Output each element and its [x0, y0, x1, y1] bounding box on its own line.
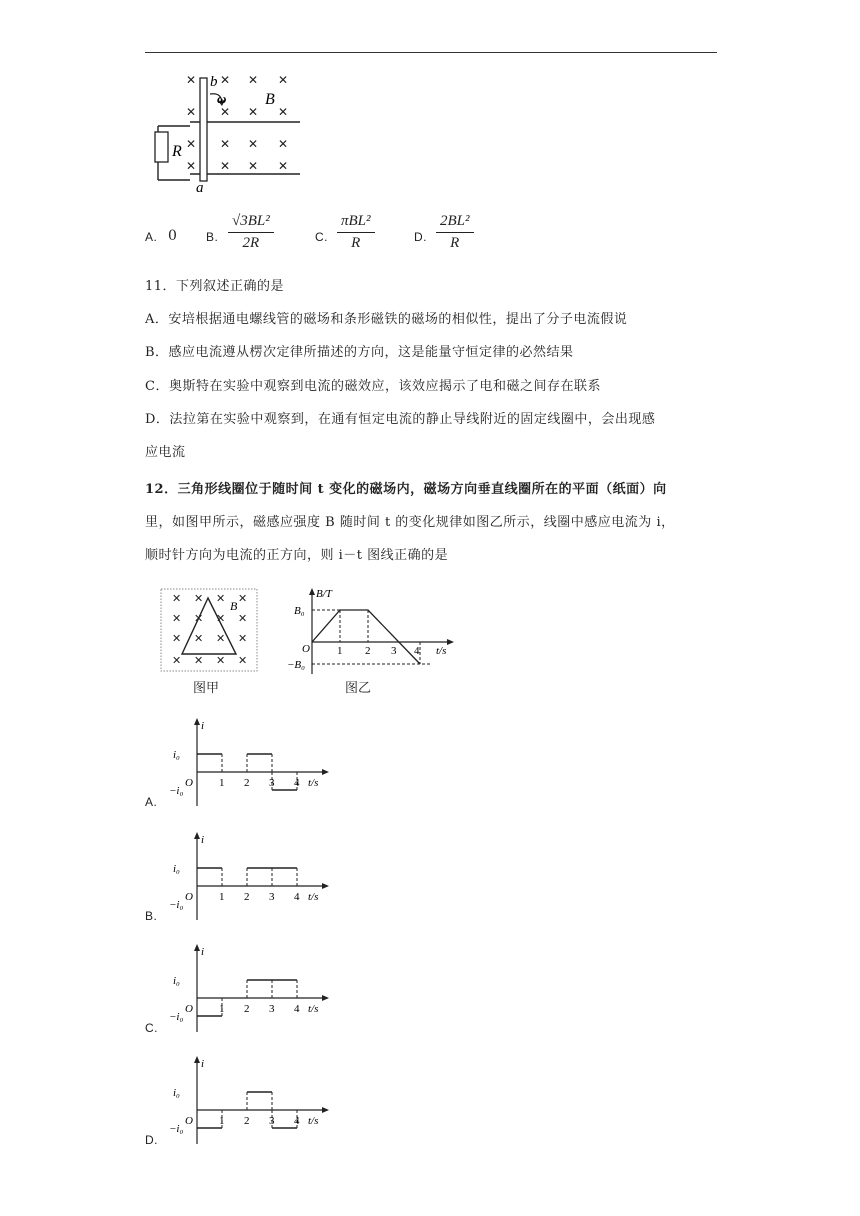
svg-text:✕: ✕: [278, 105, 289, 119]
q11-option-d[interactable]: D．法拉第在实验中观察到，在通有恒定电流的静止导线附近的固定线圈中，会出现感: [145, 412, 656, 427]
label-i0: i₀: [173, 975, 180, 987]
q10-option-b-letter[interactable]: B.: [206, 230, 219, 244]
svg-text:✕: ✕: [186, 137, 197, 151]
answer-graph-a[interactable]: [145, 718, 335, 822]
q10-option-d-letter[interactable]: D.: [414, 230, 427, 244]
origin-label: O: [185, 1115, 193, 1127]
svg-text:✕: ✕: [220, 159, 231, 173]
answer-letter: B.: [145, 909, 158, 923]
answer-graph-c[interactable]: [145, 944, 335, 1048]
label-R: R: [172, 143, 182, 160]
axis-label-i: i: [201, 1058, 205, 1070]
axis-label-i: i: [201, 946, 205, 958]
q10-option-a-value: 0: [168, 228, 178, 244]
q10-option-b-fraction: [228, 213, 274, 252]
svg-text:✕: ✕: [238, 655, 248, 667]
svg-text:✕: ✕: [248, 73, 259, 87]
svg-text:✕: ✕: [220, 73, 231, 87]
figure-yi-caption: 图乙: [345, 681, 372, 696]
q12-stem-line-1: 12．三角形线圈位于随时间 t 变化的磁场内，磁场方向垂直线圈所在的平面（纸面）向: [145, 482, 667, 497]
answer-graph-d[interactable]: [145, 1056, 335, 1160]
answer-letter: D.: [145, 1133, 158, 1147]
q11-option-b[interactable]: B．感应电流遵从楞次定律所描述的方向，这是能量守恒定律的必然结果: [145, 345, 574, 360]
svg-text:✕: ✕: [172, 593, 182, 605]
axis-label-i: i: [201, 720, 205, 732]
svg-text:✕: ✕: [278, 159, 289, 173]
yi-b0-label: B₀: [294, 605, 305, 617]
svg-text:✕: ✕: [238, 593, 248, 605]
tick-label: 4: [294, 1003, 300, 1015]
answer-letter: A.: [145, 795, 158, 809]
axis-label-i: i: [201, 834, 205, 846]
figure-yi-b-t-graph: [280, 586, 460, 676]
tick-label: 1: [219, 1003, 225, 1015]
tick-label: 4: [294, 891, 300, 903]
svg-text:✕: ✕: [238, 633, 248, 645]
svg-text:✕: ✕: [220, 105, 231, 119]
origin-label: O: [185, 777, 193, 789]
q10-field-figure: [150, 70, 310, 195]
svg-text:✕: ✕: [172, 633, 182, 645]
tick-label: 3: [269, 891, 275, 903]
tick-label: 4: [294, 777, 300, 789]
svg-text:✕: ✕: [186, 73, 197, 87]
label-i0: i₀: [173, 863, 180, 875]
svg-text:✕: ✕: [172, 655, 182, 667]
answer-graph-b[interactable]: [145, 832, 335, 936]
tick-label: 3: [269, 1003, 275, 1015]
tick-label: 4: [294, 1115, 300, 1127]
axis-label-t: t/s: [308, 1003, 319, 1015]
fraction-numerator: πBL²: [337, 213, 375, 233]
tick-label: 2: [244, 777, 250, 789]
origin-label: O: [185, 891, 193, 903]
svg-text:✕: ✕: [248, 137, 259, 151]
q12-stem-line-2: 里，如图甲所示，磁感应强度 B 随时间 t 的变化规律如图乙所示，线圈中感应电流为 i，: [145, 515, 675, 530]
svg-text:✕: ✕: [220, 137, 231, 151]
axis-label-t: t/s: [308, 891, 319, 903]
q10-option-d-fraction: [436, 213, 474, 252]
q11-stem: 11．下列叙述正确的是: [145, 279, 285, 294]
svg-text:✕: ✕: [216, 613, 226, 625]
svg-text:✕: ✕: [194, 655, 204, 667]
svg-text:✕: ✕: [186, 105, 197, 119]
tick-label: 1: [219, 891, 225, 903]
axis-label-t: t/s: [308, 777, 319, 789]
yi-tick-3: 3: [391, 645, 397, 657]
svg-text:✕: ✕: [248, 105, 259, 119]
yi-tick-1: 1: [337, 645, 343, 657]
svg-text:✕: ✕: [194, 593, 204, 605]
i-t-graph: [165, 718, 335, 818]
label-omega: ω: [217, 91, 227, 106]
yi-tick-2: 2: [365, 645, 371, 657]
axis-label-t: t/s: [308, 1115, 319, 1127]
yi-tick-4: 4: [414, 645, 420, 657]
svg-text:✕: ✕: [216, 593, 226, 605]
svg-text:✕: ✕: [186, 159, 197, 173]
origin-label: O: [185, 1003, 193, 1015]
yi-negb0-label: −B₀: [287, 659, 305, 671]
figure-jia-caption: 图甲: [193, 681, 220, 696]
svg-text:✕: ✕: [248, 159, 259, 173]
svg-text:✕: ✕: [194, 633, 204, 645]
fraction-denominator: 2R: [242, 235, 260, 251]
fraction-denominator: R: [450, 235, 460, 251]
i-t-graph: [165, 944, 335, 1044]
tick-label: 3: [269, 777, 275, 789]
fraction-denominator: R: [351, 235, 361, 251]
fraction-numerator: 2BL²: [436, 213, 474, 233]
label-b: b: [210, 74, 218, 90]
svg-text:✕: ✕: [238, 613, 248, 625]
q11-option-c[interactable]: C．奥斯特在实验中观察到电流的磁效应，该效应揭示了电和磁之间存在联系: [145, 379, 601, 394]
i-t-graph: [165, 1056, 335, 1156]
q12-stem-line-3: 顺时针方向为电流的正方向，则 i－t 图线正确的是: [145, 548, 449, 563]
top-rule: [145, 52, 717, 53]
label-neg-i0: −i₀: [169, 1123, 184, 1135]
tick-label: 2: [244, 891, 250, 903]
label-neg-i0: −i₀: [169, 1011, 184, 1023]
tick-label: 2: [244, 1003, 250, 1015]
q10-option-a-letter[interactable]: A.: [145, 230, 158, 244]
label-a: a: [196, 180, 204, 195]
label-neg-i0: −i₀: [169, 899, 184, 911]
svg-text:✕: ✕: [278, 73, 289, 87]
tick-label: 1: [219, 1115, 225, 1127]
q11-option-d-continued: 应电流: [145, 445, 186, 460]
q10-option-c-fraction: [337, 213, 375, 252]
yi-origin: O: [302, 643, 310, 655]
tick-label: 3: [269, 1115, 275, 1127]
q11-option-a[interactable]: A．安培根据通电螺线管的磁场和条形磁铁的磁场的相似性，提出了分子电流假说: [145, 312, 628, 327]
label-i0: i₀: [173, 749, 180, 761]
svg-text:✕: ✕: [194, 613, 204, 625]
yi-ylabel: B/T: [316, 588, 332, 600]
svg-text:B: B: [230, 599, 238, 613]
fraction-numerator: √3BL²: [228, 213, 274, 233]
label-neg-i0: −i₀: [169, 785, 184, 797]
q10-option-c-letter[interactable]: C.: [315, 230, 328, 244]
svg-text:✕: ✕: [216, 633, 226, 645]
yi-xlabel: t/s: [436, 645, 447, 657]
answer-letter: C.: [145, 1021, 158, 1035]
label-B: B: [265, 91, 275, 108]
tick-label: 1: [219, 777, 225, 789]
svg-text:✕: ✕: [216, 655, 226, 667]
tick-label: 2: [244, 1115, 250, 1127]
figure-jia-triangle-coil: [160, 588, 260, 674]
label-i0: i₀: [173, 1087, 180, 1099]
svg-text:✕: ✕: [172, 613, 182, 625]
i-t-graph: [165, 832, 335, 932]
svg-text:✕: ✕: [278, 137, 289, 151]
